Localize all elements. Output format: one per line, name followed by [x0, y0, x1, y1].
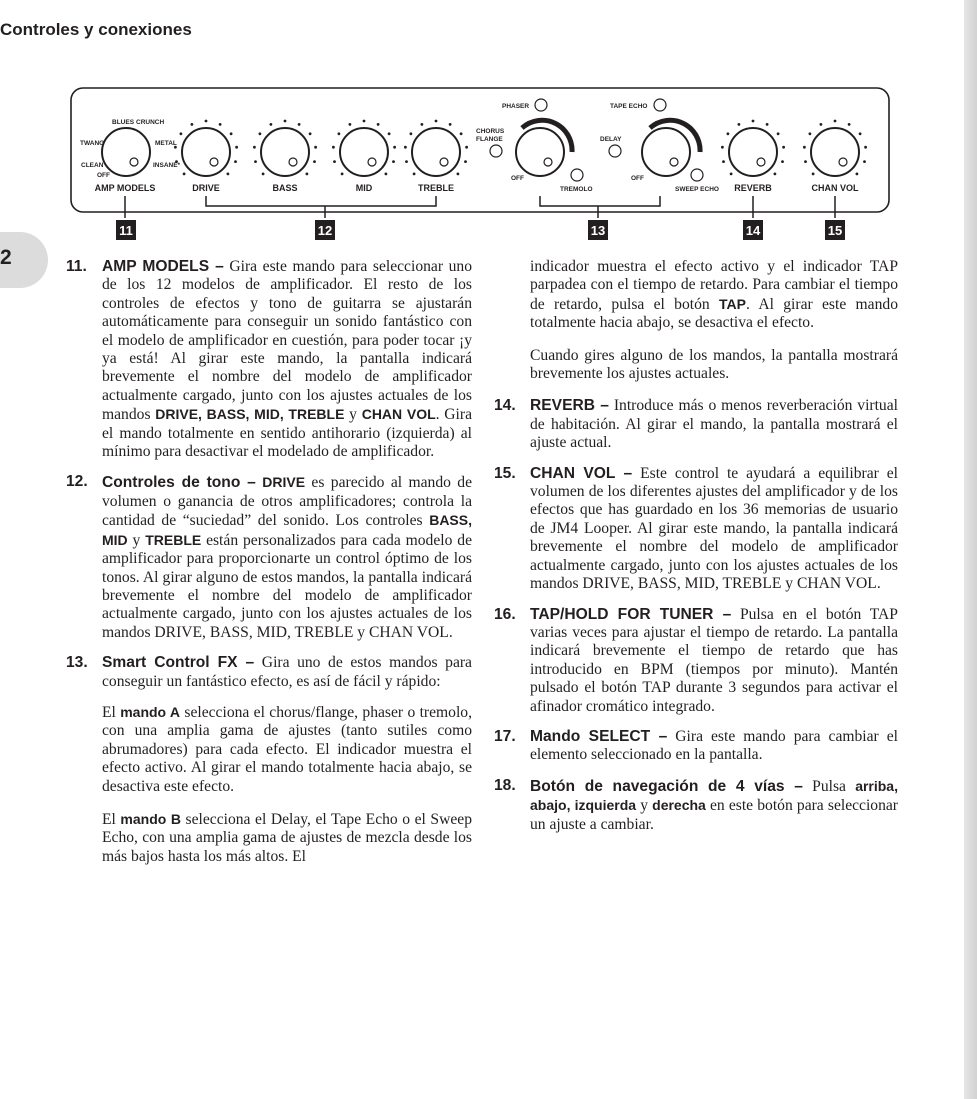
chan-vol-knob-tick-dot — [812, 173, 815, 176]
treble-knob-tick-dot — [460, 132, 463, 135]
item-text: Gira uno de estos mandos para conseguir un fantástico efecto, es así de fácil y rápido: — [102, 654, 472, 690]
bass-knob-tick-dot — [314, 146, 317, 149]
bass-knob-tick-dot — [313, 160, 316, 163]
item-number: 11. — [66, 258, 87, 275]
mid-knob-tick-dot — [332, 146, 335, 149]
mid-knob-tick-dot — [333, 160, 336, 163]
chan-vol-knob-tick-dot — [809, 132, 812, 135]
chan-vol-knob-tick-dot — [859, 132, 862, 135]
chan-vol-knob-tick-dot — [804, 160, 807, 163]
treble-knob-tick-dot — [410, 132, 413, 135]
item-heading: AMP MODELS – — [102, 258, 224, 275]
item-number: 12. — [66, 473, 88, 491]
chan-vol-knob-tick-dot — [864, 146, 867, 149]
reverb-knob-tick-dot — [721, 146, 724, 149]
tape-echo-label: TAPE ECHO — [610, 103, 648, 110]
fx-a-pointer — [544, 158, 552, 166]
item-13 — [66, 654, 472, 691]
bass-knob-tick-dot — [270, 123, 273, 126]
control-panel-diagram — [0, 0, 977, 250]
callout-num-15: 15 — [827, 223, 843, 238]
delay-led — [609, 145, 621, 157]
amp-models-knob — [102, 128, 150, 176]
phaser-led — [535, 99, 547, 111]
amp-models-knob-pointer — [130, 158, 138, 166]
phaser-label: PHASER — [502, 103, 530, 110]
mid-knob-tick-dot — [338, 132, 341, 135]
item-bold-text: derecha — [652, 797, 706, 814]
section-title: Controles y conexiones — [0, 20, 192, 39]
item-text: Pulsa en el botón TAP varias veces para ajustar el tiempo de retardo. La pantalla indicará brevemente el tiempo de retardo que has introducido en BPM (tiempos por minuto). Mantén pulsado el botón TAP durante 3 segundos para activar el afinador cromático integrado. — [530, 605, 898, 715]
reverb-knob-tick-dot — [777, 132, 780, 135]
item-text: . Gira el mando totalmente en sentido antihorario (izquierda) al mínimo para desactivar el modelado de amplificador. — [102, 406, 472, 461]
sweep-echo-led — [691, 169, 703, 181]
item-text: están personalizados para cada modelo de amplificador para proporcionarte un control óptimo de los tonos. Al girar alguno de estos mandos, la pantalla indicará brevemente el nombre del modelo de amplificador actualmente cargado, junto con los ajustes actuales de los mandos DRIVE, BASS, MID, TREBLE y CHAN VOL. — [102, 531, 472, 641]
item-bold-text: DRIVE — [262, 474, 306, 491]
treble-knob-tick-dot — [413, 173, 416, 176]
item-bold-text: arriba, abajo, izquierda — [530, 777, 898, 814]
mid-label: MID — [355, 183, 373, 193]
item-number: 15. — [494, 464, 516, 482]
amp-pos-metal: METAL — [155, 140, 177, 147]
amp-pos-off: OFF — [97, 172, 110, 179]
mid-knob-tick-dot — [393, 146, 396, 149]
fx-b-pointer — [670, 158, 678, 166]
para-bold-text: mando A — [120, 703, 181, 720]
fx-b-knob — [642, 128, 690, 176]
callout-num-13: 13 — [590, 223, 606, 238]
item-text: y — [344, 406, 362, 424]
reverb-knob-tick-dot — [730, 173, 733, 176]
chan-vol-knob-tick-dot — [834, 120, 837, 123]
fx-b-off-label: OFF — [631, 175, 644, 182]
reverb-knob-tick-dot — [781, 160, 784, 163]
item-text: Este control te ayudará a equilibrar el volumen de los diferentes ajustes del amplificador y de los efectos que has guardado en los 36 memorias de usuario de JM4 Looper. Al girar este mando, la pantalla indicará brevemente el nombre del modelo de amplificador actualmente cargado, junto con los ajustes actuales de los mandos DRIVE, BASS, MID, TREBLE y CHAN VOL. — [530, 464, 898, 593]
para-text: indicador muestra el efecto activo y el indicador TAP parpadea con el tiempo de retardo. Para cambiar el tiempo de retardo, pulsa el botón — [530, 258, 898, 313]
drive-knob-tick-dot — [219, 123, 222, 126]
reverb-knob-tick-dot — [782, 146, 785, 149]
item-text: en este botón para seleccionar un ajuste a cambiar. — [530, 797, 898, 833]
reverb-knob-tick-dot — [766, 123, 769, 126]
reverb-knob-tick-dot — [727, 132, 730, 135]
item-text: Introduce más o menos reverberación virtual de habitación. Al girar el mando, la pantalla mostrará el ajuste actual. — [530, 397, 898, 452]
bass-knob-tick-dot — [306, 173, 309, 176]
para-text: Cuando gires alguno de los mandos, la pantalla mostrará brevemente los ajustes actuales. — [530, 346, 898, 383]
reverb-label: REVERB — [734, 183, 772, 193]
item-number: 14. — [494, 397, 516, 415]
mid-knob-tick-dot — [385, 173, 388, 176]
treble-knob-tick-dot — [464, 160, 467, 163]
item-bold-text: BASS, MID — [102, 512, 472, 548]
drive-knob-pointer — [210, 158, 218, 166]
drive-knob-tick-dot — [234, 160, 237, 163]
reverb-knob-tick-dot — [738, 123, 741, 126]
bass-knob-tick-dot — [298, 123, 301, 126]
treble-knob-tick-dot — [465, 146, 468, 149]
treble-knob-tick-dot — [457, 173, 460, 176]
drive-knob-tick-dot — [183, 173, 186, 176]
drive-label: DRIVE — [192, 183, 220, 193]
mid-knob-tick-dot — [392, 160, 395, 163]
bass-knob-tick-dot — [254, 160, 257, 163]
drive-knob-tick-dot — [227, 173, 230, 176]
amp-pos-twang: TWANG — [80, 140, 105, 147]
item-text: es parecido al mando de volumen o ganancia de otros amplificadores; controla la cantidad de “suciedad” del sonido. Los controles — [102, 474, 473, 530]
amp-models-label: AMP MODELS — [94, 183, 156, 193]
treble-knob-tick-dot — [405, 160, 408, 163]
bass-knob-tick-dot — [253, 146, 256, 149]
item-heading: Smart Control FX – — [102, 654, 255, 672]
item-12 — [66, 473, 472, 642]
para-text: selecciona el Delay, el Tape Echo o el Sweep Echo, con una amplia gama de ajustes de mezcla desde los más bajos hasta los más altos. El — [102, 810, 473, 865]
treble-knob-tick-dot — [449, 123, 452, 126]
bass-knob-tick-dot — [262, 173, 265, 176]
para-bold-text: mando B — [120, 810, 181, 827]
item-heading: Controles de tono – — [102, 474, 256, 492]
callout-num-14: 14 — [745, 223, 761, 238]
mid-knob-tick-dot — [349, 123, 352, 126]
chan-vol-knob-tick-dot — [856, 173, 859, 176]
item-13-mando-b-continued — [494, 258, 898, 333]
drive-knob-tick-dot — [191, 123, 194, 126]
bass-knob-pointer — [289, 158, 297, 166]
drive-knob-tick-dot — [230, 132, 233, 135]
drive-knob-tick-dot — [235, 146, 238, 149]
mid-knob-tick-dot — [363, 120, 366, 123]
chan-vol-knob-pointer — [839, 158, 847, 166]
chan-vol-knob-tick-dot — [848, 123, 851, 126]
item-bold-text: TREBLE — [145, 531, 202, 548]
item-13-mando-b — [66, 810, 472, 866]
para-text: El — [102, 810, 121, 828]
drive-knob-tick-dot — [205, 120, 208, 123]
item-14 — [494, 397, 898, 452]
item-heading: REVERB – — [530, 397, 609, 415]
item-text: Pulsa — [802, 777, 856, 795]
item-number: 16. — [494, 605, 516, 623]
treble-knob-tick-dot — [435, 120, 438, 123]
page-number: 2 — [0, 246, 12, 269]
item-number: 13. — [66, 654, 88, 672]
item-heading: Botón de navegación de 4 vías – — [530, 777, 803, 795]
item-heading: TAP/HOLD FOR TUNER – — [530, 605, 732, 623]
reverb-knob — [729, 128, 777, 176]
item-text: Gira este mando para cambiar el elemento seleccionado en la pantalla. — [530, 727, 898, 764]
callout-num-11: 11 — [119, 223, 133, 238]
amp-pos-clean: CLEAN — [81, 162, 104, 169]
tremolo-led — [571, 169, 583, 181]
chorus-flange-led — [490, 145, 502, 157]
item-text: y — [127, 531, 146, 549]
tape-echo-led — [654, 99, 666, 111]
fx-a-knob — [516, 128, 564, 176]
mid-knob-tick-dot — [341, 173, 344, 176]
treble-knob-tick-dot — [421, 123, 424, 126]
item-13-final-note — [494, 347, 898, 384]
reverb-knob-tick-dot — [752, 120, 755, 123]
bass-knob-tick-dot — [309, 132, 312, 135]
item-number: 18. — [494, 776, 516, 794]
tremolo-label: TREMOLO — [560, 186, 593, 193]
para-text: El — [102, 703, 121, 721]
item-18 — [494, 777, 898, 834]
mid-knob-tick-dot — [388, 132, 391, 135]
para-text: selecciona el chorus/flange, phaser o tremolo, con una amplia gama de ajustes (tanto sutiles como abrumadores) para cada efecto. El indicador muestra el efecto activo. Al girar el mando totalmente hacia abajo, se desactiva este efecto. — [102, 703, 472, 795]
item-15 — [494, 465, 898, 594]
bass-knob — [261, 128, 309, 176]
para-bold-text: TAP — [719, 295, 746, 312]
left-column — [66, 258, 472, 880]
chan-vol-knob-tick-dot — [803, 146, 806, 149]
amp-pos-blues: BLUES — [112, 119, 135, 126]
bass-label: BASS — [272, 183, 298, 193]
item-bold-text: CHAN VOL — [361, 406, 436, 423]
mid-knob-tick-dot — [377, 123, 380, 126]
reverb-knob-tick-dot — [722, 160, 725, 163]
item-11 — [66, 258, 472, 461]
drive-knob-tick-dot — [180, 132, 183, 135]
item-heading: CHAN VOL – — [530, 464, 633, 482]
item-text: Gira este mando para seleccionar uno de los 12 modelos de amplificador. El resto de los controles de efectos y tono de guitarra se ajustarán automáticamente para conseguir un sonido fantástico con el modelo de amplificador en cuestión, para poder tocar ¡y ya está! Al girar este mando, la pantalla indicará brevemente el nombre del modelo de amplificador actualmente cargado, junto con los ajustes actuales de los mandos — [102, 258, 472, 424]
reverb-knob-tick-dot — [774, 173, 777, 176]
drive-knob — [182, 128, 230, 176]
item-text: y — [636, 797, 653, 815]
treble-knob-pointer — [440, 158, 448, 166]
fx-a-off-label: OFF — [511, 175, 524, 182]
item-bold-text: DRIVE, BASS, MID, TREBLE — [155, 406, 345, 423]
sweep-echo-label: SWEEP ECHO — [675, 186, 719, 193]
chan-vol-knob-tick-dot — [863, 160, 866, 163]
chan-vol-knob-tick-dot — [820, 123, 823, 126]
flange-label: FLANGE — [476, 136, 503, 143]
right-column — [494, 258, 898, 846]
mid-knob — [340, 128, 388, 176]
para-text: . Al girar este mando totalmente hacia abajo, se desactiva el efecto. — [530, 295, 898, 332]
amp-pos-insane: INSANE* — [153, 162, 181, 169]
callout-num-12: 12 — [317, 223, 333, 238]
delay-label: DELAY — [600, 136, 622, 143]
treble-knob — [412, 128, 460, 176]
item-number: 17. — [494, 727, 516, 745]
chan-vol-knob — [811, 128, 859, 176]
item-17 — [494, 728, 898, 765]
item-16 — [494, 606, 898, 716]
callout-badges — [116, 220, 845, 240]
mid-knob-pointer — [368, 158, 376, 166]
bass-knob-tick-dot — [284, 120, 287, 123]
treble-label: TREBLE — [418, 183, 454, 193]
amp-pos-crunch: CRUNCH — [136, 119, 165, 126]
treble-knob-tick-dot — [404, 146, 407, 149]
item-13-mando-a — [66, 703, 472, 796]
bass-knob-tick-dot — [259, 132, 262, 135]
item-heading: Mando SELECT – — [530, 727, 668, 745]
chan-vol-label: CHAN VOL — [811, 183, 859, 193]
reverb-knob-pointer — [757, 158, 765, 166]
chorus-label: CHORUS — [476, 128, 505, 135]
